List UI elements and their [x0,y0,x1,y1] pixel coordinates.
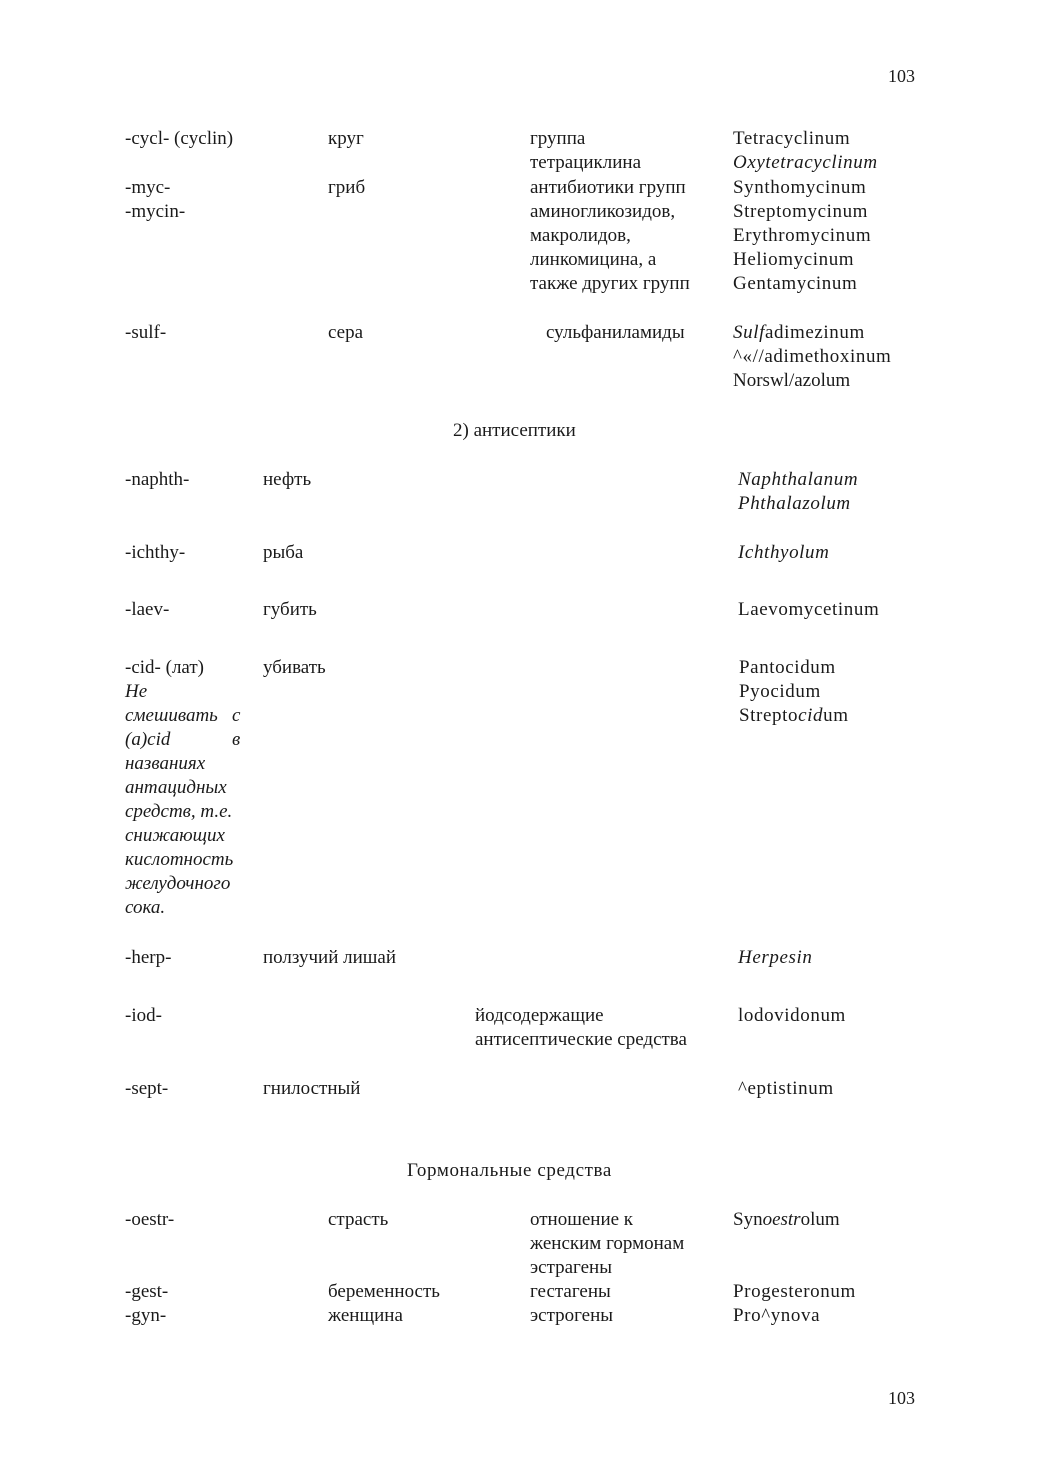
example-cid-1: Pantocidum [739,657,836,678]
desc-gest: гестагены [530,1281,611,1302]
meaning-gyn: женщина [328,1305,403,1326]
antiseptics-heading: 2) антисептики [453,420,576,441]
example-sulf-2: ^«//adimethoxinum [733,346,892,367]
root-ichthy: -ichthy- [125,542,186,563]
example-myc-5: Gentamycinum [733,273,858,294]
example-iod: lodovidonum [738,1005,846,1026]
example-naphth-2: Phthalazolum [738,493,851,514]
hormones-heading: Гормональные средства [407,1160,612,1181]
example-sulf-1 [733,321,865,345]
note-cid-10: сока. [125,897,166,918]
example-cid-3-c: um [823,705,849,726]
meaning-gest: беременность [328,1281,440,1302]
example-myc-2: Streptomycinum [733,201,869,222]
note-cid-1: Не [125,681,148,702]
example-cid-3-root: cid [798,705,824,726]
desc-myc-3: макролидов, [530,225,631,246]
root-herp: -herp- [125,947,172,968]
note-cid-9: желудочного [125,873,231,894]
desc-cycl-1: группа [530,128,586,149]
note-cid-8: кислотность [125,849,234,870]
desc-oestr-3: эстрагены [530,1257,612,1278]
root-cid: -cid- (лат) [125,657,204,678]
meaning-herp: ползучий лишай [263,947,397,968]
root-sulf: -sulf- [125,322,167,343]
meaning-oestr: страсть [328,1209,389,1230]
desc-myc-4: линкомицина, а [530,249,657,270]
meaning-naphth: нефть [263,469,312,490]
desc-oestr-2: женским гормонам [530,1233,685,1254]
example-laev: Laevomycetinum [738,599,880,620]
root-iod: -iod- [125,1005,162,1026]
meaning-laev: губить [263,599,317,620]
meaning-sept: гнилостный [263,1078,361,1099]
example-myc-1: Synthomycinum [733,177,867,198]
example-cid-3 [739,704,849,728]
desc-myc-2: аминогликозидов, [530,201,676,222]
note-cid-5: антацидных [125,777,227,798]
page-number-top: 103 [888,66,915,86]
root-gest: -gest- [125,1281,169,1302]
note-cid-6: средств, т.е. [125,801,233,822]
example-sept: ^eptistinum [738,1078,834,1099]
example-oestr [733,1208,840,1232]
root-laev: -laev- [125,599,170,620]
root-myc: -myc- [125,177,171,198]
root-mycin: -mycin- [125,201,186,222]
example-myc-3: Erythromycinum [733,225,872,246]
note-cid-2b: с [232,705,241,726]
root-sept: -sept- [125,1078,169,1099]
meaning-sulf: сера [328,322,364,343]
root-gyn: -gyn- [125,1305,167,1326]
example-sulf-1-rest: adimezinum [764,322,865,343]
root-oestr: -oestr- [125,1209,175,1230]
example-cycl-1: Tetracyclinum [733,128,851,149]
example-herp: Herpesin [738,947,813,968]
page-number-bottom: 103 [888,1388,915,1408]
desc-gyn: эстрогены [530,1305,614,1326]
desc-iod-2: антисептические средства [475,1029,687,1050]
desc-myc-1: антибиотики групп [530,177,686,198]
root-naphth: -naphth- [125,469,190,490]
note-cid-3b: в [232,729,241,750]
note-cid-2a: смешивать [125,705,218,726]
meaning-cycl: круг [328,128,364,149]
example-oestr-c: olum [800,1209,840,1230]
meaning-cid: убивать [263,657,326,678]
note-cid-4: названиях [125,753,206,774]
desc-myc-5: также других групп [530,273,690,294]
example-cid-3-a: Strepto [739,705,799,726]
note-cid-3a: (a)cid [125,729,171,750]
example-sulf-3: Norswl/azolum [733,370,851,391]
example-oestr-root: oestr [762,1209,801,1230]
example-oestr-a: Syn [733,1209,763,1230]
example-myc-4: Heliomycinum [733,249,855,270]
example-naphth-1: Naphthalanum [738,469,859,490]
example-ichthy: Ichthyolum [738,542,830,563]
example-gyn: Pro^ynova [733,1305,821,1326]
desc-cycl-2: тетрациклина [530,152,642,173]
meaning-myc: гриб [328,177,366,198]
example-cid-2: Pyocidum [739,681,821,702]
note-cid-7: снижающих [125,825,225,846]
example-cycl-2: Oxytetracyclinum [733,152,878,173]
desc-iod-1: йодсодержащие [475,1005,604,1026]
meaning-ichthy: рыба [263,542,304,563]
example-sulf-1-root: Sulf [733,322,765,343]
example-gest: Progesteronum [733,1281,856,1302]
desc-sulf: сульфаниламиды [546,322,685,343]
desc-oestr-1: отношение к [530,1209,634,1230]
root-cycl: -cycl- (cyclin) [125,128,234,149]
